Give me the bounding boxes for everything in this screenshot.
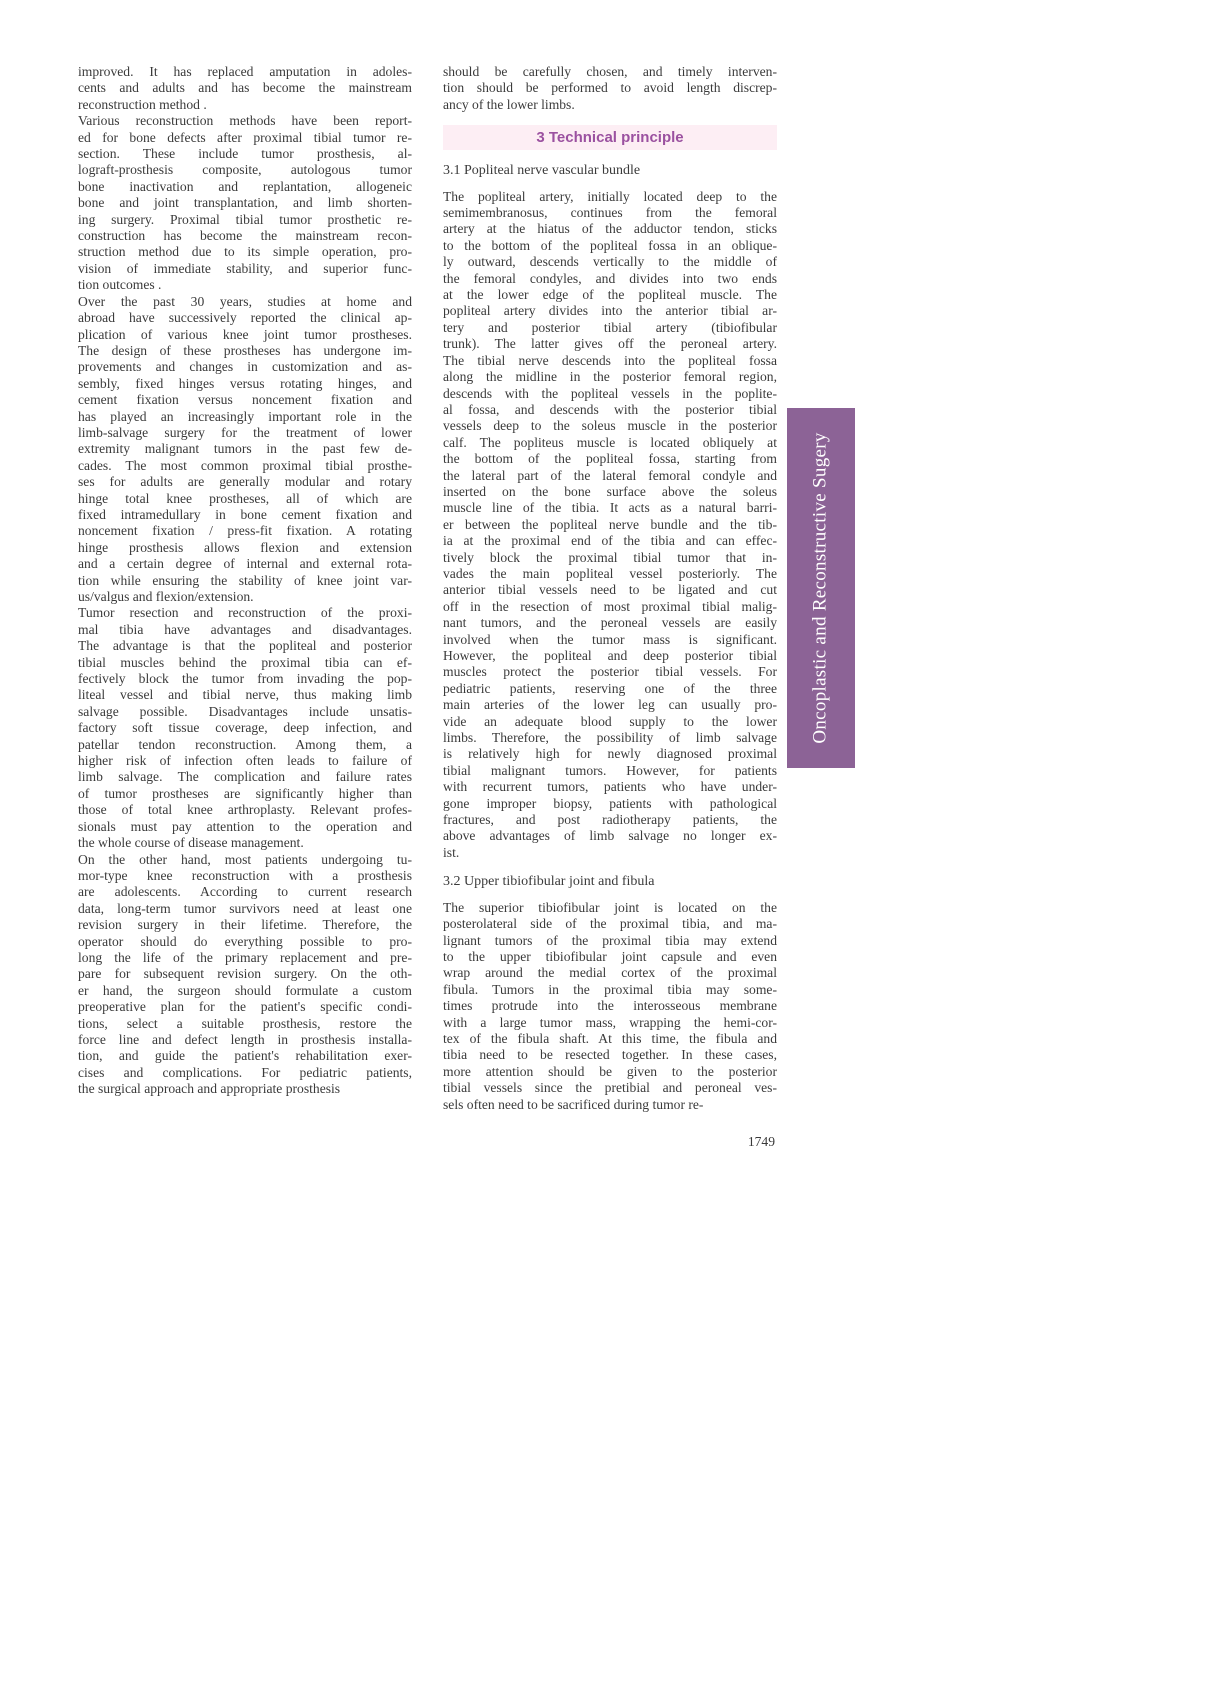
text-line: ancy of the lower limbs. (443, 96, 575, 112)
text-line: cement fixation versus noncement fixation and (78, 392, 412, 408)
text-line: calf. The popliteus muscle is located obliquely at (443, 434, 777, 450)
text-line: pediatric patients, reserving one of the three (443, 680, 777, 696)
text-line: with recurrent tumors, patients who have under- (443, 779, 777, 795)
subsection-heading: 3.2 Upper tibiofibular joint and fibula (443, 874, 655, 890)
paragraph (443, 900, 777, 1113)
page-number: 1749 (747, 1134, 775, 1149)
text-line: and a certain degree of internal and external rota- (78, 556, 412, 572)
paragraph (78, 852, 412, 1098)
subsection-heading: 3.1 Popliteal nerve vascular bundle (443, 163, 641, 179)
text-line: posterolateral side of the proximal tibia, and ma- (443, 916, 777, 932)
text-line: ia at the proximal end of the tibia and can effec- (443, 533, 777, 549)
text-line: the surgical approach and appropriate prosthesis (78, 1081, 341, 1097)
text-line: vide an adequate blood supply to the lower (443, 713, 777, 729)
text-line: to the bottom of the popliteal fossa in an oblique- (443, 237, 777, 253)
chapter-tab (787, 408, 855, 768)
text-line: improved. It has replaced amputation in adoles- (78, 64, 412, 79)
chapter-tab-label: Oncoplastic and Reconstructive Sugery (810, 432, 832, 744)
text-line: ing surgery. Proximal tibial tumor prosthetic re- (78, 211, 412, 227)
text-line: cades. The most common proximal tibial prosthe- (78, 457, 412, 473)
text-line: tibial muscles behind the proximal tibia can ef- (78, 654, 412, 670)
paragraph (443, 64, 777, 113)
text-line: fixed intramedullary in bone cement fixation and (78, 506, 412, 522)
text-line: ly outward, descends vertically to the middle of (443, 254, 777, 270)
text-line: The popliteal artery, initially located deep to the (443, 188, 777, 204)
text-line: bone inactivation and replantation, allogeneic (78, 178, 412, 194)
text-line: mal tibia have advantages and disadvantages. (78, 621, 412, 637)
text-line: The tibial nerve descends into the popliteal fossa (443, 352, 777, 368)
text-line: higher risk of infection often leads to failure of (78, 753, 412, 769)
text-line: pare for subsequent revision surgery. On the oth- (78, 966, 412, 982)
text-line: Various reconstruction methods have been report- (78, 113, 412, 129)
text-line: ist. (443, 844, 460, 860)
text-line: muscle line of the tibia. It acts as a natural barri- (443, 500, 777, 516)
text-line: involved when the tumor mass is significant. (443, 631, 777, 647)
text-line: trunk). The latter gives off the peroneal artery. (443, 336, 777, 352)
text-line: abroad have successively reported the clinical ap- (78, 310, 412, 326)
text-line: long the life of the primary replacement and pre- (78, 949, 412, 965)
text-line: factory soft tissue coverage, deep infection, and (78, 720, 412, 736)
text-line: struction method due to its simple operation, pro- (78, 244, 412, 260)
text-line: fectively block the tumor from invading the pop- (78, 671, 412, 687)
text-line: tibial malignant tumors. However, for patients (443, 762, 777, 778)
text-line: vision of immediate stability, and superior func- (78, 260, 412, 276)
text-line: artery at the hiatus of the adductor tendon, sticks (443, 221, 777, 237)
text-line: limb salvage. The complication and failure rates (78, 769, 412, 785)
text-line: descends with the popliteal vessels in the poplite- (443, 385, 777, 401)
text-line: nant tumors, and the peroneal vessels are easily (443, 615, 777, 631)
text-line: Over the past 30 years, studies at home and (78, 293, 412, 309)
paragraph (78, 113, 412, 293)
text-line: limbs. Therefore, the possibility of limb salvage (443, 730, 777, 746)
text-line: sels often need to be sacrificed during tumor re- (443, 1096, 704, 1112)
text-line: vessels deep to the soleus muscle in the posterior (443, 418, 777, 434)
text-line: operator should do everything possible to pro- (78, 933, 412, 949)
text-line: popliteal artery divides into the anterior tibial ar- (443, 303, 777, 319)
text-line: salvage possible. Disadvantages include unsatis- (78, 703, 412, 719)
text-line: ses for adults are generally modular and rotary (78, 474, 412, 490)
text-line: tion while ensuring the stability of knee joint var- (78, 572, 412, 588)
text-line: plication of various knee joint tumor prostheses. (78, 326, 412, 342)
text-line: However, the popliteal and deep posterior tibial (443, 648, 777, 663)
text-line: Tumor resection and reconstruction of the proxi- (78, 605, 412, 621)
text-line: construction has become the mainstream recon- (78, 228, 412, 244)
text-line: tex of the fibula shaft. At this time, the fibula and (443, 1030, 777, 1046)
paragraph (78, 294, 412, 606)
text-line: inserted on the bone surface above the soleus (443, 483, 777, 499)
text-line: al fossa, and descends with the posterior tibial (443, 401, 777, 417)
text-line: er between the popliteal nerve bundle and the tib- (443, 516, 777, 532)
right-column (443, 64, 777, 1113)
text-line: data, long-term tumor survivors need at least one (78, 900, 412, 916)
paragraph (78, 605, 412, 851)
text-line: tibia need to be resected together. In these cases, (443, 1047, 777, 1063)
text-line: at the lower edge of the popliteal muscle. The (443, 287, 777, 303)
text-line: The design of these prostheses has undergone im- (78, 342, 412, 358)
text-line: us/valgus and flexion/extension. (78, 589, 254, 604)
text-line: On the other hand, most patients undergoing tu- (78, 851, 412, 867)
text-line: tions, select a suitable prosthesis, restore the (78, 1015, 412, 1031)
text-line: cises and complications. For pediatric patients, (78, 1064, 412, 1080)
text-line: semimembranosus, continues from the femoral (443, 205, 777, 221)
text-line: vades the main popliteal vessel posteriorly. The (443, 565, 777, 581)
text-line: tion outcomes . (78, 277, 162, 293)
text-line: with a large tumor mass, wrapping the hemi-cor- (443, 1014, 777, 1030)
text-line: The superior tibiofibular joint is located on the (443, 899, 777, 915)
text-line: fibula. Tumors in the proximal tibia may some- (443, 981, 777, 997)
text-line: above advantages of limb salvage no longer ex- (443, 828, 777, 844)
text-line: lignant tumors of the proximal tibia may extend (443, 932, 777, 948)
text-line: bone and joint transplantation, and limb shorten- (78, 195, 412, 211)
text-line: is relatively high for newly diagnosed proximal (443, 746, 777, 762)
text-line: off in the resection of most proximal tibial malig- (443, 598, 777, 614)
text-line: sembly, fixed hinges versus rotating hinges, and (78, 375, 412, 391)
text-line: sionals must pay attention to the operation and (78, 818, 412, 834)
text-line: anterior tibial vessels need to be ligated and cut (443, 582, 777, 598)
text-line: along the midline in the posterior femoral region, (443, 369, 777, 385)
text-line: mor-type knee reconstruction with a prosthesis (78, 867, 412, 883)
text-line: revision surgery in their lifetime. Therefore, the (78, 917, 412, 933)
text-line: those of total knee arthroplasty. Relevant profes- (78, 802, 412, 818)
text-line: the lateral part of the lateral femoral condyle and (443, 467, 777, 483)
text-line: er hand, the surgeon should formulate a custom (78, 982, 412, 998)
section-heading: 3 Technical principle (443, 125, 777, 150)
text-line: main arteries of the lower leg can usually pro- (443, 697, 777, 713)
text-line: are adolescents. According to current research (78, 884, 412, 900)
text-line: preoperative plan for the patient's specific condi- (78, 999, 412, 1015)
text-line: provements and changes in customization and as- (78, 359, 412, 375)
text-line: limb-salvage surgery for the treatment of lower (78, 424, 412, 440)
text-line: lograft-prosthesis composite, autologous tumor (78, 162, 412, 178)
text-line: tion should be performed to avoid length discrep- (443, 80, 777, 96)
paragraph (443, 189, 777, 862)
text-line: The advantage is that the popliteal and posterior (78, 638, 412, 654)
text-line: to the upper tibiofibular joint capsule and even (443, 948, 777, 964)
text-line: noncement fixation / press-fit fixation. A rotating (78, 523, 412, 539)
text-line: more attention should be given to the posterior (443, 1063, 777, 1079)
text-line: the bottom of the popliteal fossa, starting from (443, 451, 777, 467)
text-line: liteal vessel and tibial nerve, thus making limb (78, 687, 412, 703)
text-line: tion, and guide the patient's rehabilitation exer- (78, 1048, 412, 1064)
text-line: tery and posterior tibial artery (tibiofibular (443, 319, 777, 335)
text-line: force line and defect length in prosthesis installa- (78, 1031, 412, 1047)
text-line: hinge total knee prostheses, all of which are (78, 490, 412, 506)
text-line: has played an increasingly important role in the (78, 408, 412, 424)
text-line: muscles protect the posterior tibial vessels. For (443, 664, 777, 680)
text-line: extremity malignant tumors in the past few de- (78, 441, 412, 457)
text-line: tively block the proximal tibial tumor that in- (443, 549, 777, 565)
text-line: should be carefully chosen, and timely interven- (443, 64, 777, 79)
text-line: cents and adults and has become the mainstream (78, 80, 412, 96)
text-line: tibial vessels since the pretibial and peroneal ves- (443, 1080, 777, 1096)
text-line: gone improper biopsy, patients with pathological (443, 795, 777, 811)
text-line: times protrude into the interosseous membrane (443, 998, 777, 1014)
text-line: the whole course of disease management. (78, 835, 304, 851)
text-line: of tumor prostheses are significantly higher than (78, 785, 412, 801)
text-line: ed for bone defects after proximal tibial tumor re- (78, 129, 412, 145)
text-line: hinge prosthesis allows flexion and extension (78, 539, 412, 555)
text-line: wrap around the medial cortex of the proximal (443, 965, 777, 981)
paragraph (78, 64, 412, 113)
text-line: the femoral condyles, and divides into two ends (443, 270, 777, 286)
text-line: section. These include tumor prosthesis, al- (78, 146, 412, 162)
text-line: reconstruction method . (78, 96, 207, 112)
text-line: fractures, and post radiotherapy patients, the (443, 812, 777, 828)
left-column (78, 64, 412, 1098)
text-line: patellar tendon reconstruction. Among them, a (78, 736, 412, 752)
